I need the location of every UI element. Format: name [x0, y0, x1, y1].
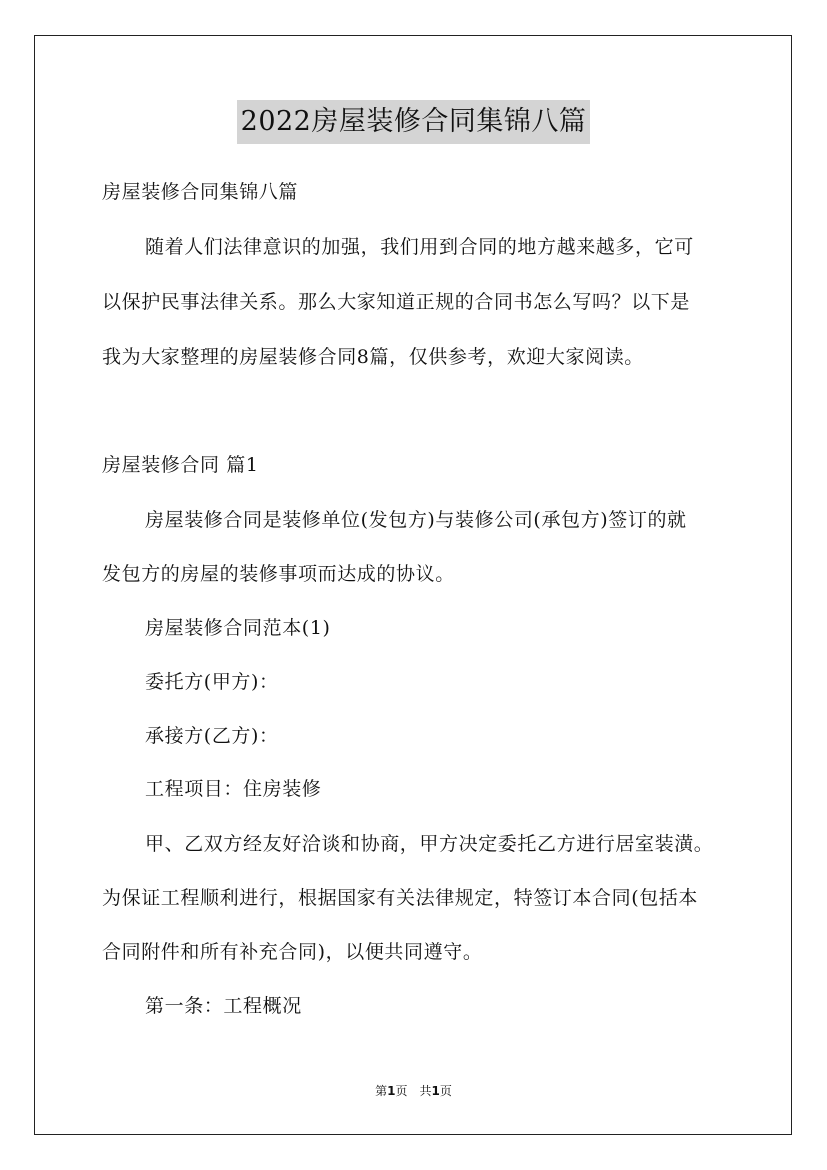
agreement-line-3: 合同附件和所有补充合同)，以便共同遵守。	[102, 941, 483, 963]
page-footer	[0, 1083, 827, 1099]
document-subtitle: 房屋装修合同集锦八篇	[102, 181, 299, 203]
agreement-line-2: 为保证工程顺利进行，根据国家有关法律规定，特签订本合同(包括本	[102, 887, 699, 909]
party-b: 承接方(乙方)：	[145, 725, 279, 747]
document-title: 2022房屋装修合同集锦八篇	[237, 100, 591, 144]
footer-page-suffix: 页	[439, 1084, 452, 1098]
footer-page-prefix: 第	[375, 1084, 388, 1098]
intro-line-2: 以保护民事法律关系。那么大家知道正规的合同书怎么写吗？以下是	[102, 291, 691, 313]
intro-line-1: 随着人们法律意识的加强，我们用到合同的地方越来越多，它可	[145, 236, 694, 258]
title-area	[0, 100, 827, 144]
party-a: 委托方(甲方)：	[145, 671, 279, 693]
project-line: 工程项目：住房装修	[145, 778, 322, 800]
intro-line-3: 我为大家整理的房屋装修合同8篇，仅供参考，欢迎大家阅读。	[102, 346, 644, 368]
article-one: 第一条：工程概况	[145, 995, 302, 1017]
footer-page-total: 1	[431, 1084, 440, 1098]
footer-page-number: 1	[387, 1084, 396, 1098]
section-para-line-1: 房屋装修合同是装修单位(发包方)与装修公司(承包方)签订的就	[145, 509, 687, 531]
sample-title: 房屋装修合同范本(1)	[145, 617, 331, 639]
agreement-line-1: 甲、乙双方经友好洽谈和协商，甲方决定委托乙方进行居室装潢。	[145, 833, 714, 855]
section-para-line-2: 发包方的房屋的装修事项而达成的协议。	[102, 563, 455, 585]
section-heading: 房屋装修合同 篇1	[102, 454, 259, 476]
footer-page-mid: 页 共	[395, 1084, 432, 1098]
